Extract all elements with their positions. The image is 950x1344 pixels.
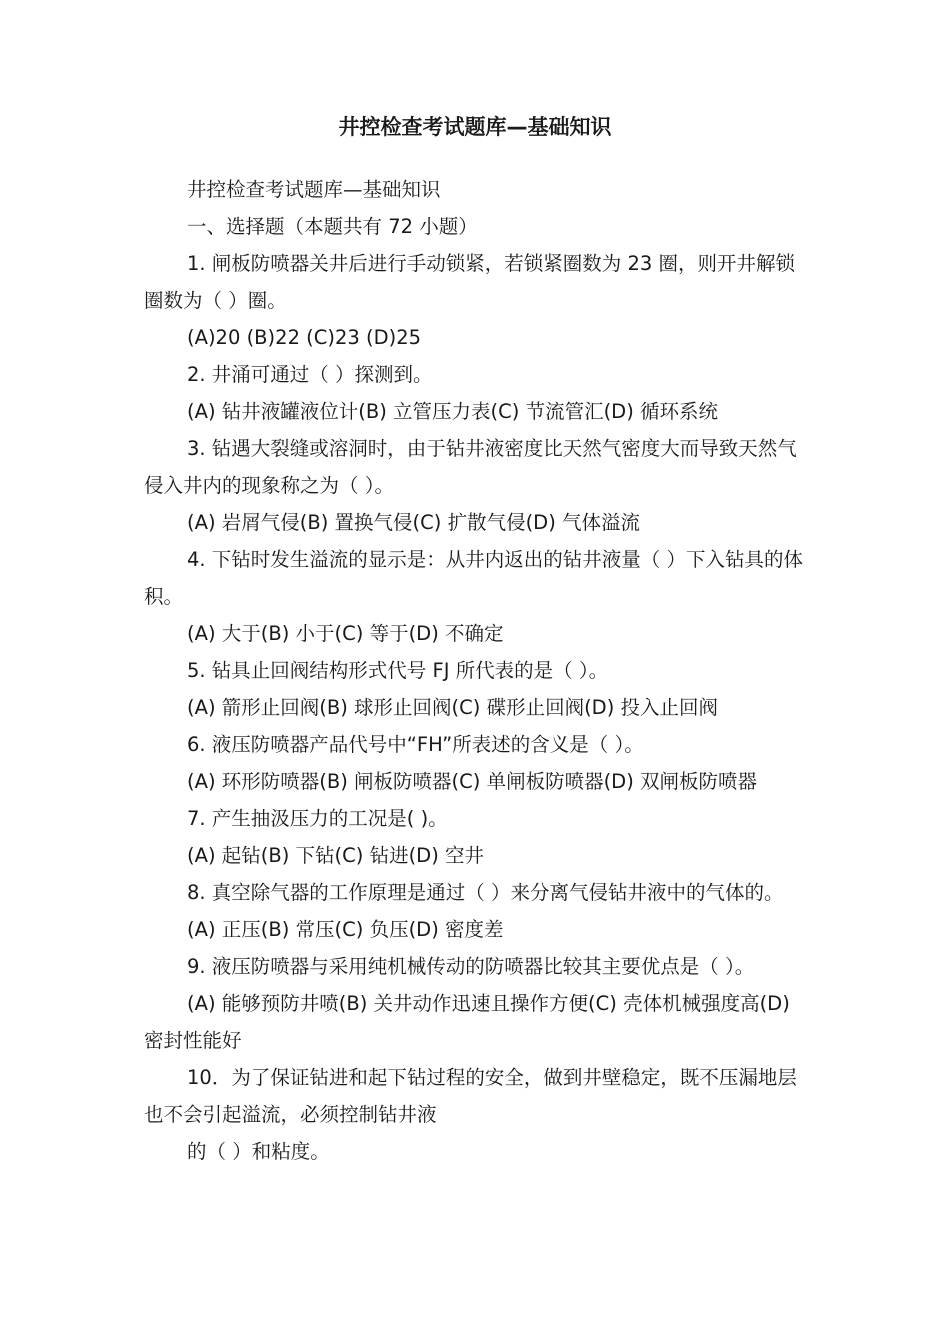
options-6: (A) 环形防喷器(B) 闸板防喷器(C) 单闸板防喷器(D) 双闸板防喷器 xyxy=(187,770,758,793)
question-9: 9. 液压防喷器与采用纯机械传动的防喷器比较其主要优点是（ ）。 xyxy=(187,955,755,978)
question-10-continued: 的（ ）和粘度。 xyxy=(187,1140,330,1163)
section-heading: 一、选择题（本题共有 72 小题） xyxy=(187,215,478,238)
options-8: (A) 正压(B) 常压(C) 负压(D) 密度差 xyxy=(187,918,504,941)
question-1: 1. 闸板防喷器关井后进行手动锁紧，若锁紧圈数为 23 圈，则开井解锁圈数为（ ）圈。 xyxy=(144,252,796,312)
question-7: 7. 产生抽汲压力的工况是( )。 xyxy=(187,807,448,830)
question-5: 5. 钻具止回阀结构形式代号 FJ 所代表的是（ ）。 xyxy=(187,659,609,682)
question-4: 4. 下钻时发生溢流的显示是：从井内返出的钻井液量（ ）下入钻具的体积。 xyxy=(144,548,804,608)
question-10: 10．为了保证钻进和起下钻过程的安全，做到井壁稳定，既不压漏地层也不会引起溢流，必须控制钻井液 xyxy=(144,1066,797,1126)
options-5: (A) 箭形止回阀(B) 球形止回阀(C) 碟形止回阀(D) 投入止回阀 xyxy=(187,696,719,719)
question-3: 3. 钻遇大裂缝或溶洞时，由于钻井液密度比天然气密度大而导致天然气侵入井内的现象称之为（ ）。 xyxy=(144,437,797,497)
question-2: 2. 井涌可通过（ ）探测到。 xyxy=(187,363,433,386)
options-7: (A) 起钻(B) 下钻(C) 钻进(D) 空井 xyxy=(187,844,485,867)
options-1: (A)20 (B)22 (C)23 (D)25 xyxy=(187,326,422,349)
options-3: (A) 岩屑气侵(B) 置换气侵(C) 扩散气侵(D) 气体溢流 xyxy=(187,511,641,534)
doc-heading: 井控检查考试题库—基础知识 xyxy=(187,178,441,201)
document-body xyxy=(144,171,814,1170)
page-title: 井控检查考试题库—基础知识 xyxy=(338,115,612,139)
options-2: (A) 钻井液罐液位计(B) 立管压力表(C) 节流管汇(D) 循环系统 xyxy=(187,400,719,423)
question-6: 6. 液压防喷器产品代号中“FH”所表述的含义是（ ）。 xyxy=(187,733,644,756)
question-8: 8. 真空除气器的工作原理是通过（ ）来分离气侵钻井液中的气体的。 xyxy=(187,881,784,904)
options-4: (A) 大于(B) 小于(C) 等于(D) 不确定 xyxy=(187,622,504,645)
options-9: (A) 能够预防井喷(B) 关井动作迅速且操作方便(C) 壳体机械强度高(D) 密封性能好 xyxy=(144,992,790,1052)
